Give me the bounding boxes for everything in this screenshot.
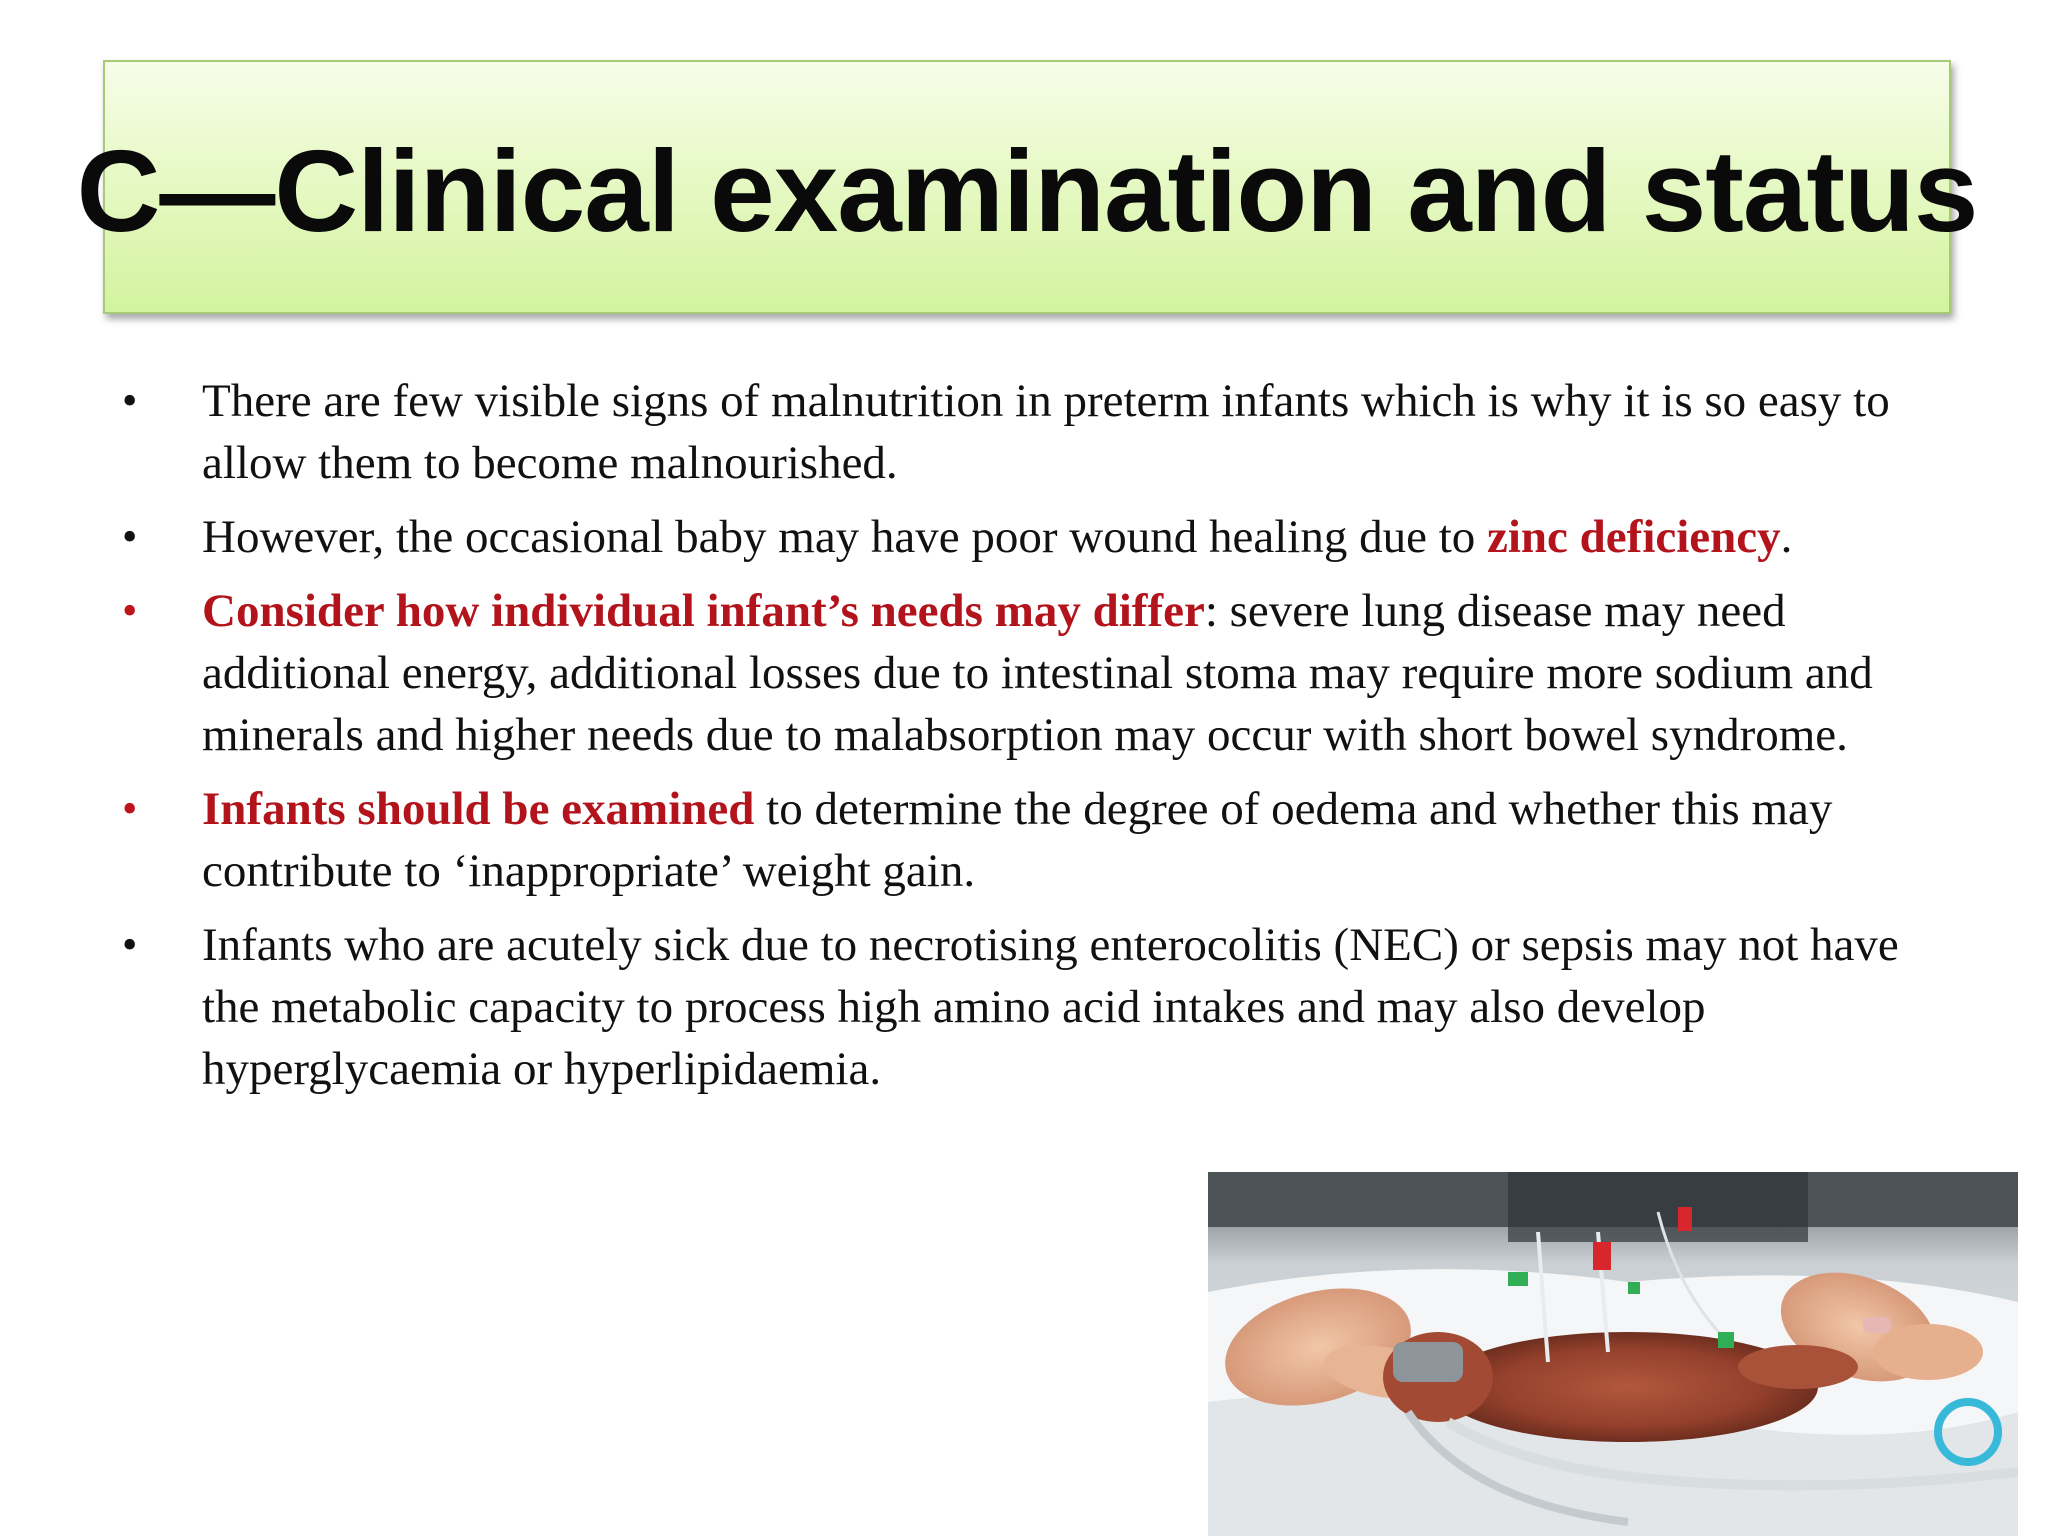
slide-title: C—Clinical examination and status [76,126,1978,256]
bullet-item [118,506,1918,568]
bullet-dot-icon: • [122,376,138,425]
bullet-text: There are few visible signs of malnutrition in preterm infants which is why it is so easy to allow them to become malnourished. [202,375,1890,489]
bullet-item [118,580,1918,766]
bullet-dot-icon: • [122,512,138,561]
bullet-dot-icon: • [122,920,138,969]
bullet-dot-icon: • [122,784,138,833]
bullet-item [118,914,1918,1100]
bullet-item [118,370,1918,494]
bullet-dot-icon: • [122,586,138,635]
highlight-text: zinc deficiency [1487,511,1781,563]
bullet-item [118,778,1918,902]
bullet-text: : severe lung disease may need additional energy, additional losses due to intestinal stoma may require more sodium and minerals and higher needs due to malabsorption may occur with short bowel syndrome. [202,585,1873,761]
bullet-text: However, the occasional baby may have poor wound healing due to [202,511,1487,563]
preterm-infant-photo [1208,1172,2018,1536]
highlight-text: Infants should be examined [202,783,755,835]
slide-title-box [76,60,1978,314]
highlight-text: Consider how individual infant’s needs may differ [202,585,1205,637]
bullet-text: . [1780,511,1793,563]
bullet-list [118,370,1918,1112]
infant-in-incubator-image [1208,1172,2018,1536]
bullet-text: Infants who are acutely sick due to necrotising enterocolitis (NEC) or sepsis may not have the metabolic capacity to process high amino acid intakes and may also develop hyperglycaemia or hyperlipidaemia. [202,919,1899,1095]
bullet-text: to determine the degree of oedema and whether this may contribute to ‘inappropriate’ weight gain. [202,783,1833,897]
